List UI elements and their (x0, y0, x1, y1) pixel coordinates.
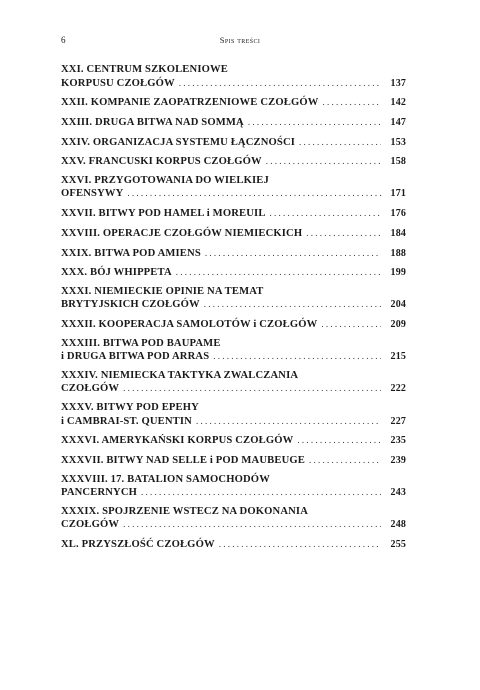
toc-entry-last-line (61, 415, 406, 429)
toc-entry-page-number: 184 (390, 227, 406, 239)
toc-entry-page-number: 215 (390, 351, 406, 363)
toc-entry-title-line: XXIV. ORGANIZACJA SYSTEMU ŁĄCZNOŚCI (61, 136, 296, 148)
toc-entry-title-line: CZOŁGÓW (61, 383, 120, 395)
toc-entry-last-line (61, 116, 406, 130)
dot-leader (270, 207, 381, 220)
dot-leader (123, 382, 381, 395)
toc-entry-last-line (61, 518, 406, 532)
toc-entry-page-number: 153 (390, 136, 406, 148)
toc-entry (61, 454, 406, 468)
toc-entry-page-number: 142 (390, 97, 406, 109)
toc-entry-last-line (61, 486, 406, 500)
toc-entry-title-line: i CAMBRAI-ST. QUENTIN (61, 415, 192, 427)
toc-entry-page-number: 204 (390, 299, 406, 311)
toc-entry-title-line: XXXVII. BITWY NAD SELLE i POD MAUBEUGE (61, 455, 305, 466)
toc-entry-last-line (61, 247, 406, 261)
toc-entry-page-number: 147 (390, 116, 406, 128)
dot-leader (179, 77, 381, 90)
toc-entry-page-number: 188 (390, 247, 406, 259)
toc-entry-title-line: XXXIII. BITWA POD BAUPAME (61, 337, 221, 349)
toc-entry-last-line (61, 382, 406, 396)
toc-entry-title-line: XXXIV. NIEMIECKA TAKTYKA ZWALCZANIA (61, 369, 299, 381)
page-number: 6 (61, 35, 66, 45)
toc-entry-title-line: XXXVI. AMERYKAŃSKI KORPUS CZOŁGÓW (61, 435, 294, 447)
toc-entry-title-line: XXXV. BITWY POD EPEHY (61, 402, 199, 414)
toc-entry-page-number: 158 (390, 156, 406, 168)
dot-leader (306, 227, 381, 240)
toc-entry-title-line: XXXI. NIEMIECKIE OPINIE NA TEMAT (61, 285, 264, 297)
toc-entry-last-line (61, 434, 406, 448)
toc-entry-last-line (61, 266, 406, 280)
toc-entry-last-line (61, 454, 406, 468)
dot-leader (322, 96, 381, 109)
toc-entry-page-number: 239 (390, 455, 406, 466)
toc-entry (61, 136, 406, 150)
toc-entry-page-number: 222 (390, 383, 406, 395)
toc-entry-page-number: 209 (390, 319, 406, 331)
toc-entry-last-line (61, 77, 406, 91)
toc-entry (61, 266, 406, 280)
dot-leader (297, 434, 381, 447)
toc-entry-title-line: XXVII. BITWY POD HAMEL i MOREUIL (61, 208, 266, 220)
dot-leader (141, 486, 381, 499)
toc-entry (61, 434, 406, 448)
toc-entry (61, 64, 406, 90)
toc-entry-page-number: 171 (390, 188, 406, 200)
toc-entry (61, 227, 406, 241)
toc-entry (61, 247, 406, 261)
toc-entry-title-line: PANCERNYCH (61, 487, 138, 499)
dot-leader (196, 415, 381, 428)
toc-entry-last-line (61, 227, 406, 241)
toc-entry-title-line: XXVI. PRZYGOTOWANIA DO WIELKIEJ (61, 174, 269, 186)
toc-entry-title-line: XXXIX. SPOJRZENIE WSTECZ NA DOKONANIA (61, 505, 308, 517)
toc-entry-title-line: XXVIII. OPERACJE CZOŁGÓW NIEMIECKICH (61, 227, 303, 239)
dot-leader (321, 318, 381, 331)
dot-leader (309, 454, 381, 467)
toc-entry-last-line (61, 155, 406, 169)
toc-entry-last-line (61, 136, 406, 150)
dot-leader (176, 266, 381, 279)
toc-entry (61, 338, 406, 364)
toc-entry-title-line: XXII. KOMPANIE ZAOPATRZENIOWE CZOŁGÓW (61, 97, 319, 109)
dot-leader (299, 136, 381, 149)
dot-leader (219, 538, 381, 551)
toc-entry (61, 286, 406, 312)
toc-entry (61, 207, 406, 221)
toc-entry-page-number: 243 (390, 487, 406, 499)
toc-entry (61, 370, 406, 396)
dot-leader (248, 116, 381, 129)
dot-leader (205, 247, 381, 260)
toc-entry-title-line: BRYTYJSKICH CZOŁGÓW (61, 299, 200, 311)
toc-entry (61, 402, 406, 428)
toc-entry-title-line: OFENSYWY (61, 188, 124, 200)
toc-entry-last-line (61, 298, 406, 312)
toc-entry-title-line: XL. PRZYSZŁOŚĆ CZOŁGÓW (61, 539, 215, 551)
toc-entry-title-line: XXIII. DRUGA BITWA NAD SOMMĄ (61, 116, 244, 128)
toc-entry (61, 175, 406, 201)
toc-entry-page-number: 248 (390, 519, 406, 531)
toc-entry (61, 155, 406, 169)
toc-entry (61, 474, 406, 500)
toc-entry-title-line: KORPUSU CZOŁGÓW (61, 77, 175, 89)
toc-entry-title-line: XXI. CENTRUM SZKOLENIOWE (61, 64, 228, 75)
dot-leader (266, 155, 381, 168)
dot-leader (213, 350, 381, 363)
toc-entry-page-number: 176 (390, 208, 406, 220)
toc-entry (61, 318, 406, 332)
dot-leader (123, 518, 381, 531)
toc-entry-last-line (61, 96, 406, 110)
table-of-contents (61, 64, 406, 558)
toc-entry-page-number: 199 (390, 267, 406, 279)
toc-entry-page-number: 255 (390, 539, 406, 551)
toc-entry-page-number: 235 (390, 435, 406, 447)
toc-entry-last-line (61, 350, 406, 364)
toc-entry (61, 538, 406, 552)
dot-leader (127, 187, 381, 200)
toc-entry-last-line (61, 538, 406, 552)
toc-entry-title-line: XXIX. BITWA POD AMIENS (61, 247, 201, 259)
dot-leader (204, 298, 381, 311)
toc-entry (61, 506, 406, 532)
toc-entry-title-line: i DRUGA BITWA POD ARRAS (61, 351, 210, 363)
toc-entry-last-line (61, 318, 406, 332)
toc-entry-last-line (61, 187, 406, 201)
toc-entry-title-line: XXXVIII. 17. BATALION SAMOCHODÓW (61, 473, 270, 485)
toc-entry (61, 116, 406, 130)
toc-entry-page-number: 137 (390, 77, 406, 89)
toc-entry-title-line: XXV. FRANCUSKI KORPUS CZOŁGÓW (61, 156, 262, 168)
toc-entry-title-line: XXXII. KOOPERACJA SAMOLOTÓW i CZOŁGÓW (61, 319, 318, 331)
running-head: Spis treści (219, 35, 261, 45)
toc-entry-page-number: 227 (390, 415, 406, 427)
toc-entry-last-line (61, 207, 406, 221)
toc-entry-title-line: CZOŁGÓW (61, 519, 120, 531)
toc-entry (61, 96, 406, 110)
toc-entry-title-line: XXX. BÓJ WHIPPETA (61, 267, 172, 279)
